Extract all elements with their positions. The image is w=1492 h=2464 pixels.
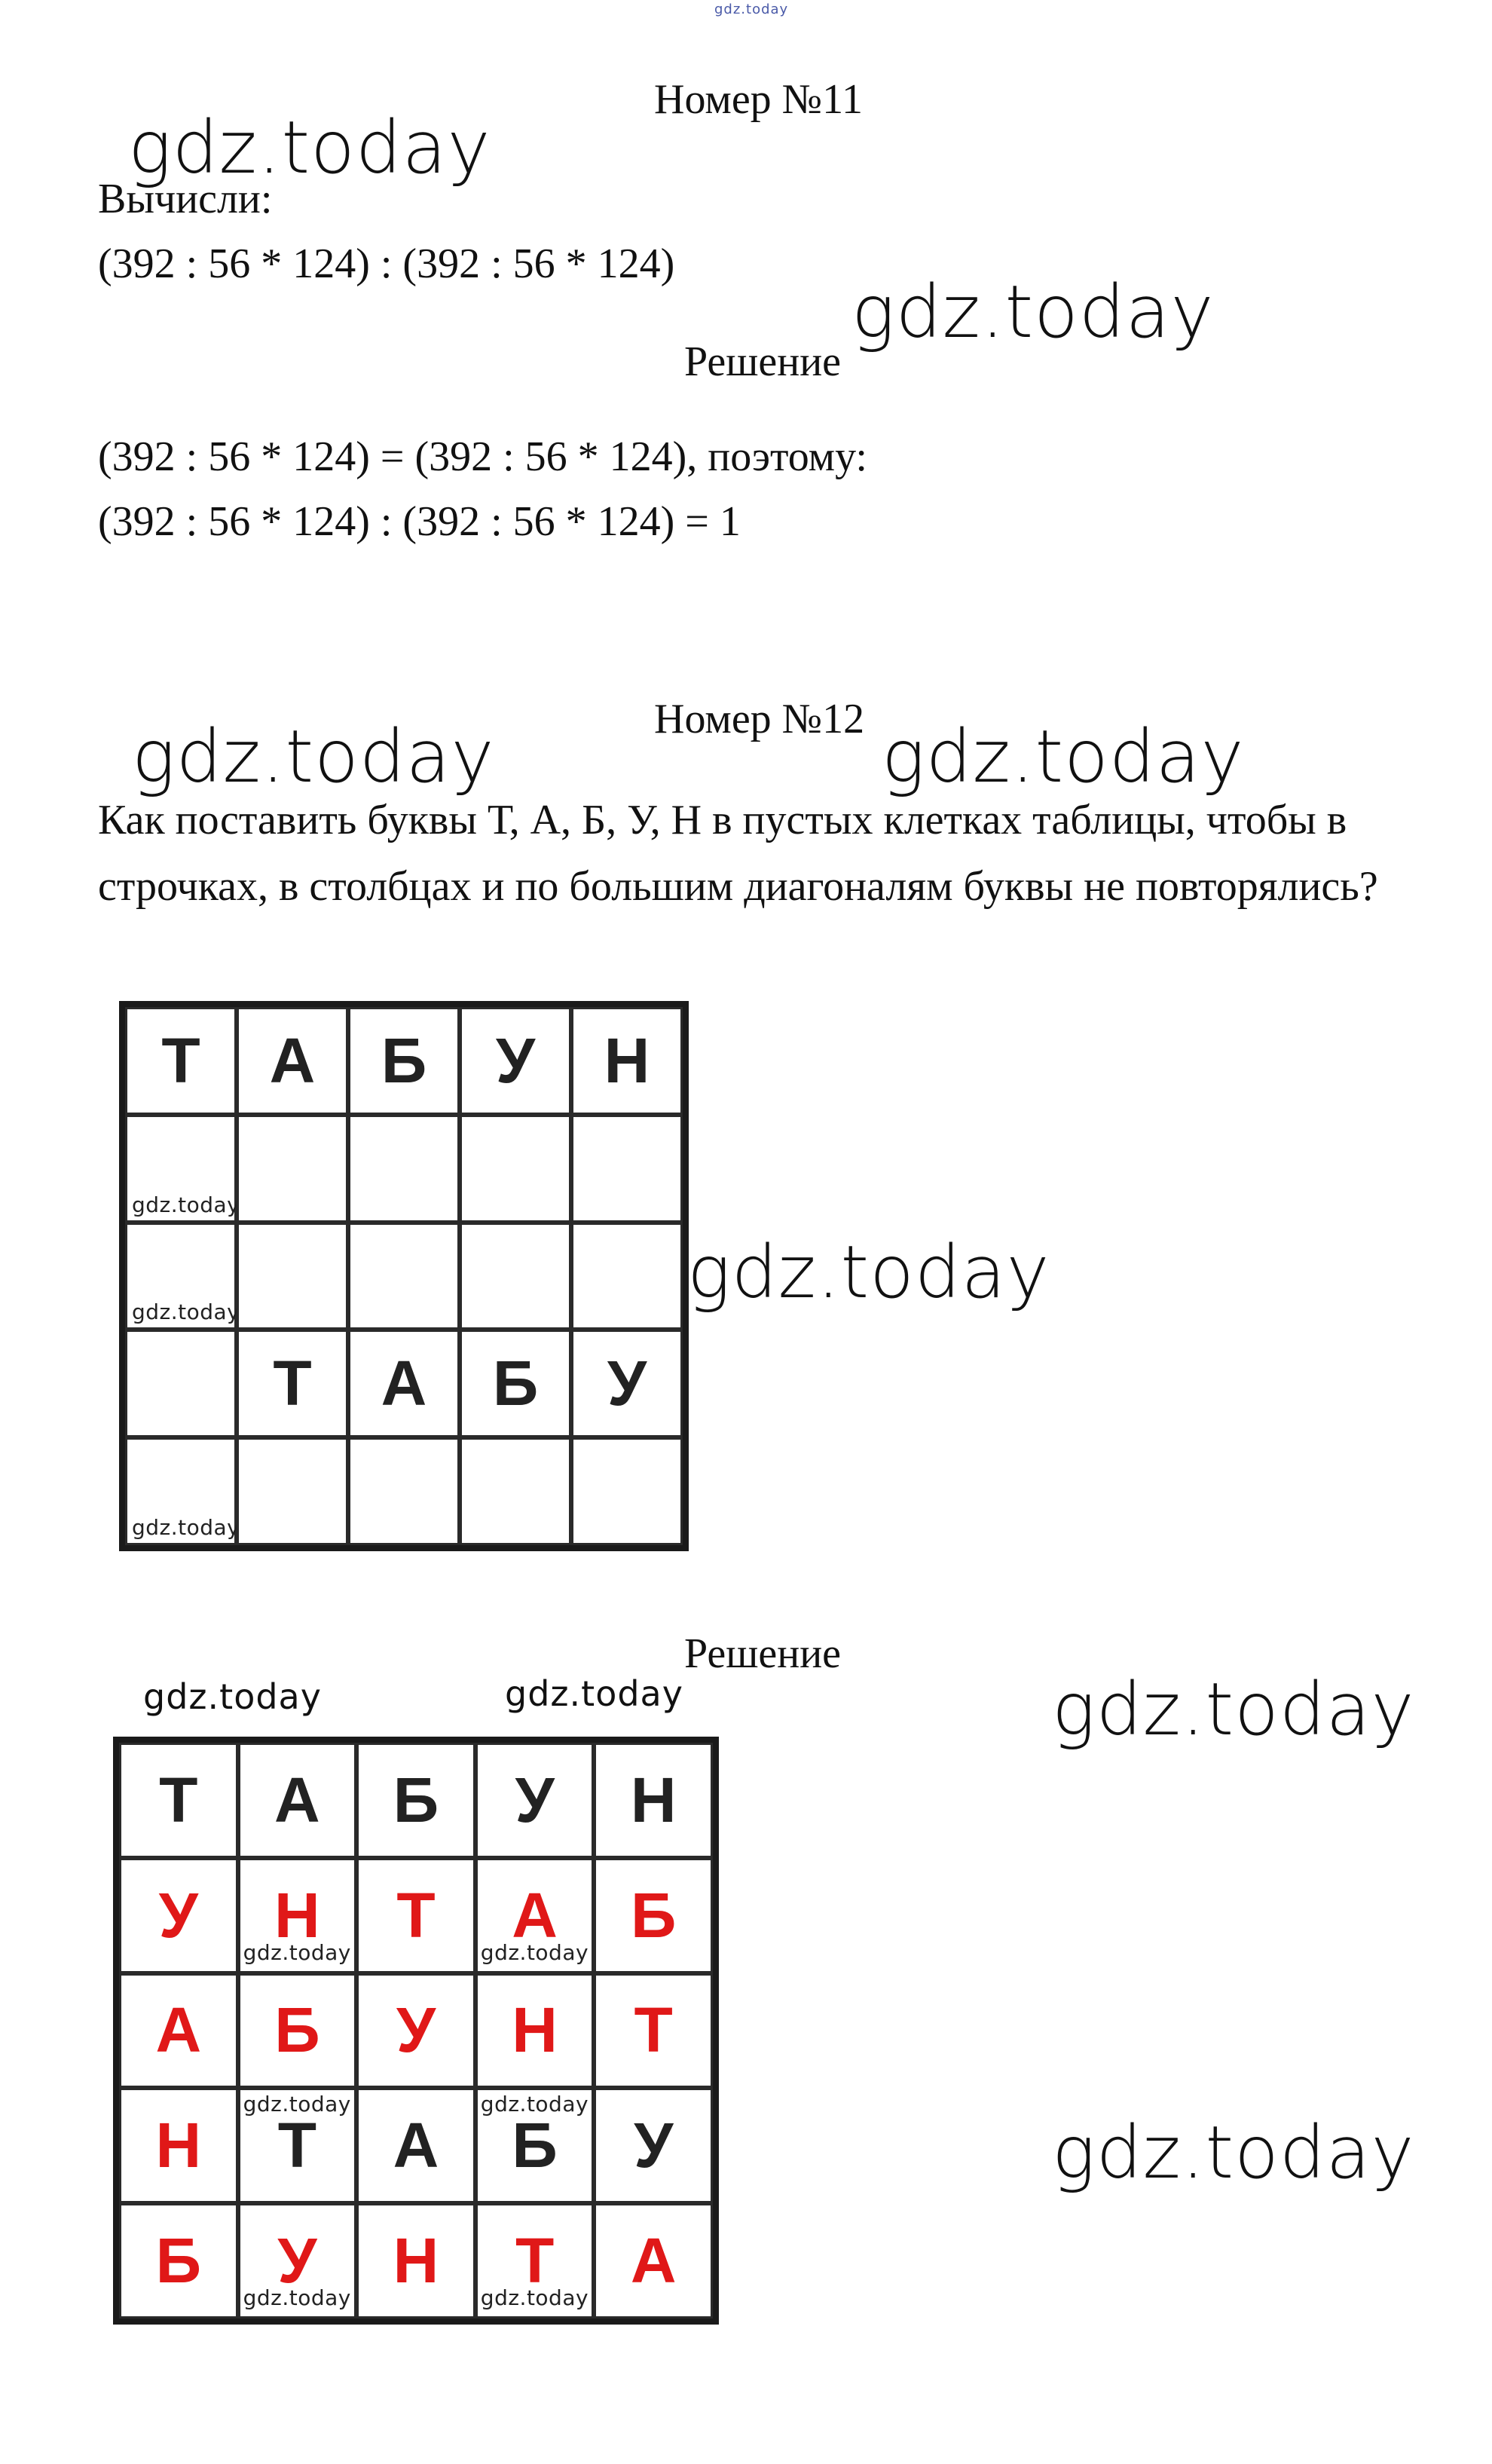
grid-cell-empty [125,1330,237,1437]
task11-title: Номер №11 [654,76,864,123]
grid-cell-letter [475,1858,595,1973]
grid-cell-letter [119,2088,238,2203]
cell-watermark: gdz.today [480,1939,589,1965]
grid-cell-empty [125,1115,240,1223]
grid-cell-letter [594,1973,713,2089]
cell-letter: У [396,1994,436,2066]
grid-cell-empty [348,1437,460,1545]
grid-cell-letter [475,2088,595,2203]
grid-cell-empty [460,1223,571,1330]
cell-letter: Б [492,1348,539,1419]
watermark: gdz.today [687,1230,1050,1315]
cell-letter: Б [631,1879,677,1951]
cell-letter: А [512,1879,558,1951]
task11-solution-line2: (392 : 56 * 124) : (392 : 56 * 124) = 1 [98,498,741,545]
grid-cell-letter [571,1330,683,1437]
grid-cell-letter [594,1743,713,1858]
cell-letter: У [607,1348,647,1419]
cell-letter: У [277,2225,317,2297]
grid-cell-letter [594,2088,713,2203]
cell-letter: Н [630,1764,677,1835]
cell-watermark: gdz.today [480,2285,589,2310]
grid-cell-letter [356,1858,475,1973]
watermark: gdz.today [143,1676,322,1717]
cell-letter: Н [604,1024,650,1096]
grid-cell-letter [348,1330,460,1437]
grid-cell-letter [119,2203,238,2319]
cell-letter: У [634,2110,674,2181]
grid-cell-empty [237,1223,348,1330]
cell-letter: У [158,1879,198,1951]
cell-letter: У [515,1764,555,1835]
grid-cell-letter [119,1973,238,2089]
task11-prompt: Вычисли: [98,176,273,222]
cell-letter: А [155,1994,202,2066]
grid-cell-letter [356,2088,475,2203]
grid-cell-empty [237,1115,348,1223]
grid-cell-letter [119,1743,238,1858]
cell-letter: Т [273,1348,312,1419]
cell-letter: А [393,2110,439,2181]
grid-cell-letter [237,1007,348,1115]
grid-cell-letter [594,1858,713,1973]
cell-letter: А [274,1764,320,1835]
top-watermark: gdz.today [714,2,789,17]
grid-cell-letter [238,1858,357,1973]
cell-watermark: gdz.today [132,1299,240,1325]
grid-cell-letter [356,2203,475,2319]
grid-cell-letter [238,2088,357,2203]
grid-cell-letter [571,1007,683,1115]
cell-letter: Н [393,2225,439,2297]
grid-cell-empty [571,1115,683,1223]
cell-letter: Т [159,1764,198,1835]
solution-grid [113,1737,719,2325]
cell-letter: Н [274,1879,320,1951]
task11-solution-label: Решение [684,338,842,385]
cell-letter: У [495,1024,536,1096]
cell-watermark: gdz.today [243,2092,351,2117]
grid-cell-letter [475,1973,595,2089]
grid-cell-letter [475,1743,595,1858]
watermark: gdz.today [1052,1667,1415,1752]
cell-letter: Б [274,1994,320,2066]
cell-watermark: gdz.today [480,2092,589,2117]
cell-watermark: gdz.today [243,2285,351,2310]
grid-cell-letter [125,1007,237,1115]
grid-cell-empty [571,1223,683,1330]
cell-letter: Б [155,2225,201,2297]
grid-cell-empty [460,1115,571,1223]
cell-letter: Т [277,2110,317,2181]
cell-letter: Б [393,1764,439,1835]
grid-cell-letter [238,1743,357,1858]
task12-solution-label: Решение [684,1630,842,1677]
cell-letter: Т [396,1879,436,1951]
task12-question: Как поставить буквы Т, А, Б, У, Н в пустых клетках таблицы, чтобы в строчках, в столбцах и по большим диагоналям буквы не повторялись? [98,797,1378,910]
cell-letter: Т [161,1024,200,1096]
grid-cell-empty [460,1437,571,1545]
cell-watermark: gdz.today [243,1939,351,1965]
grid-cell-letter [237,1330,348,1437]
grid-cell-empty [125,1437,240,1545]
cell-letter: Т [515,2225,555,2297]
grid-cell-letter [460,1330,571,1437]
grid-cell-letter [460,1007,571,1115]
watermark: gdz.today [1052,2110,1415,2195]
watermark: gdz.today [128,106,491,190]
cell-letter: А [381,1348,427,1419]
grid-cell-letter [356,1973,475,2089]
grid-cell-letter [594,2203,713,2319]
puzzle-grid [119,1001,689,1551]
grid-cell-letter [348,1007,460,1115]
task12-title: Номер №12 [654,696,865,742]
grid-cell-empty [348,1223,460,1330]
grid-cell-empty [125,1223,240,1330]
grid-cell-letter [238,1973,357,2089]
task11-solution-line1: (392 : 56 * 124) = (392 : 56 * 124), поэтому: [98,433,867,480]
cell-letter: А [269,1024,316,1096]
grid-cell-letter [238,2203,357,2319]
cell-letter: Б [381,1024,427,1096]
cell-watermark: gdz.today [132,1192,240,1217]
watermark: gdz.today [132,715,495,799]
cell-letter: Б [512,2110,558,2181]
cell-watermark: gdz.today [132,1515,240,1540]
grid-cell-letter [356,1743,475,1858]
grid-cell-empty [237,1437,348,1545]
watermark: gdz.today [882,715,1245,799]
watermark: gdz.today [505,1673,683,1714]
grid-cell-letter [475,2203,595,2319]
cell-letter: Т [634,1994,673,2066]
grid-cell-empty [571,1437,683,1545]
task11-expression: (392 : 56 * 124) : (392 : 56 * 124) [98,240,675,287]
cell-letter: Н [155,2110,202,2181]
watermark: gdz.today [851,270,1215,354]
cell-letter: А [630,2225,677,2297]
grid-cell-empty [348,1115,460,1223]
grid-cell-letter [119,1858,238,1973]
cell-letter: Н [512,1994,558,2066]
